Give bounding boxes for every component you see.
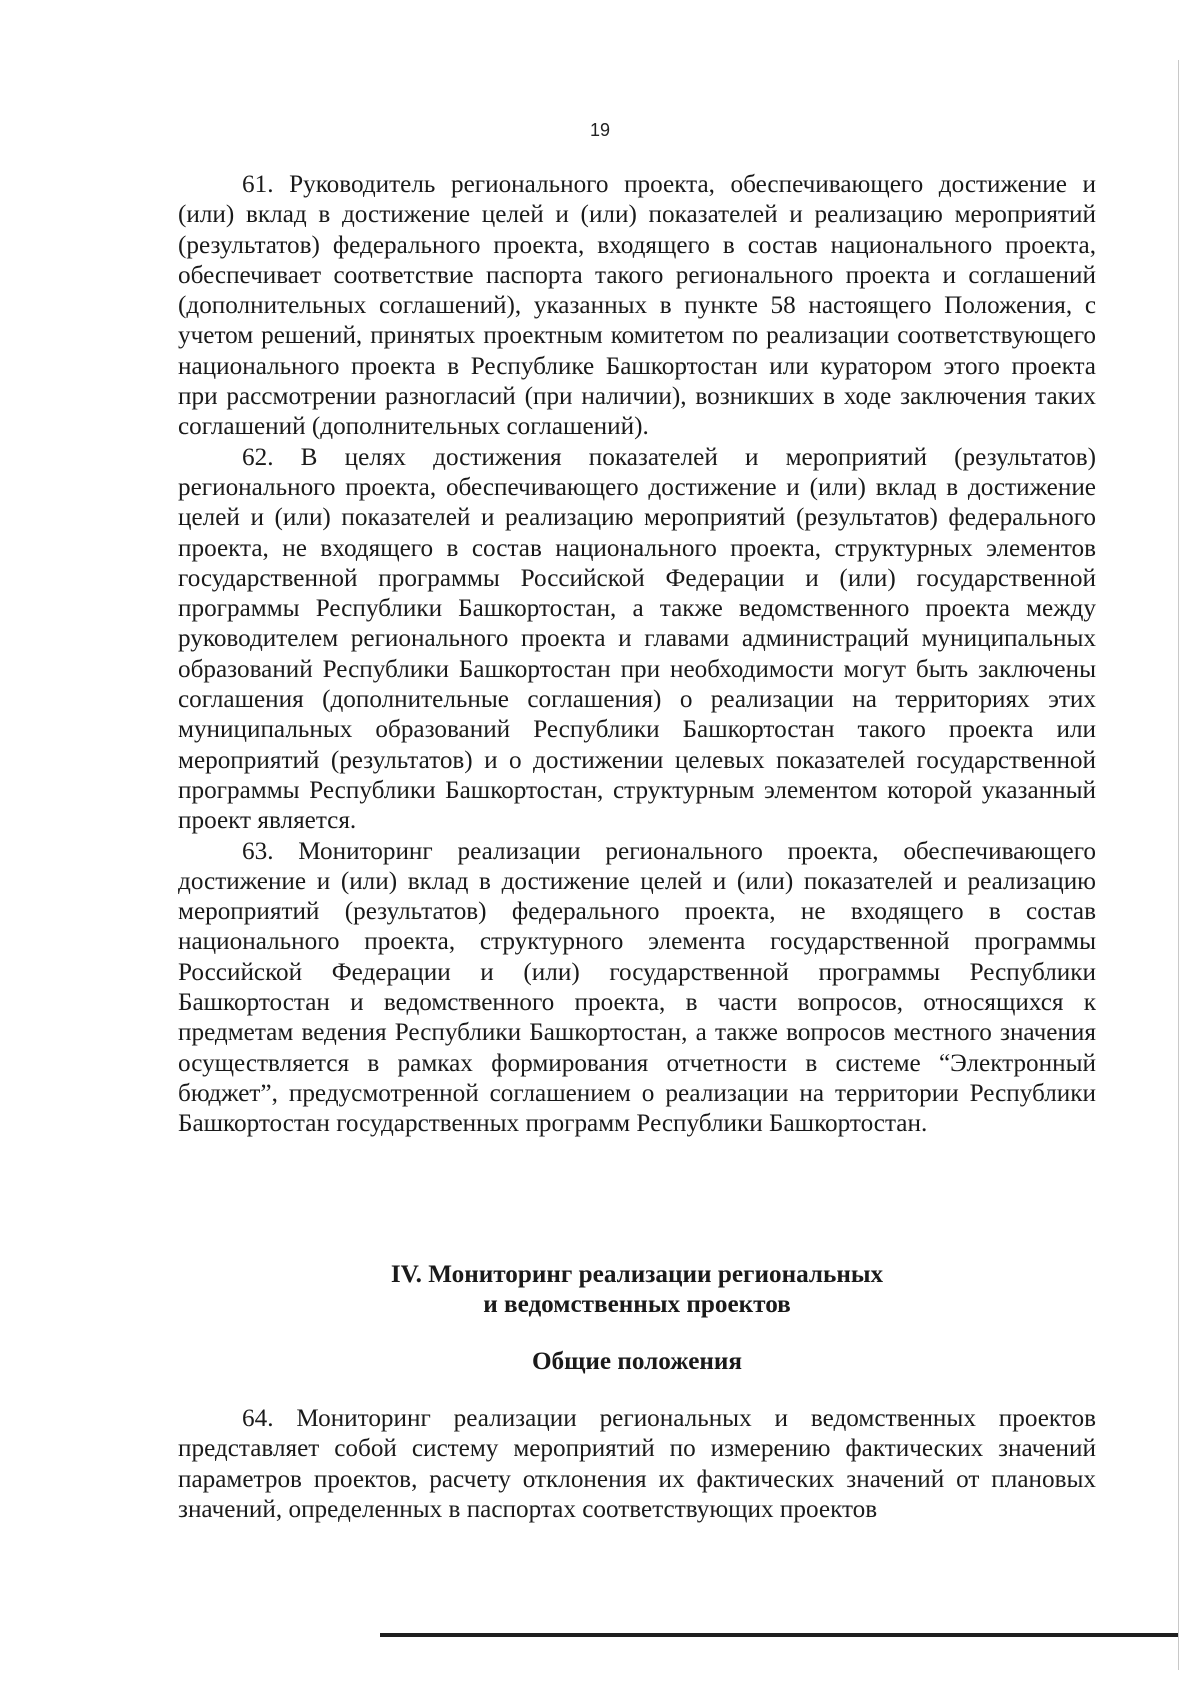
section-heading-line-1: IV. Мониторинг реализации региональных <box>390 1261 884 1288</box>
paragraph-61: 61. Руководитель регионального проекта, обеспечивающего достижение и (или) вклад в достижение целей и (или) показателей и реализацию мероприятий (результатов) федерального проекта, входящего в состав национального проекта, обеспечивает соответствие паспорта такого регионального проекта и соглашений (дополнительных соглашений), указанных в пункте 58 настоящего Положения, с учетом решений, принятых проектным комитетом по реализации соответствующего национального проекта в Республике Башкортостан или куратором этого проекта при рассмотрении разногласий (при наличии), возникших в ходе заключения таких соглашений (дополнительных соглашений). <box>178 171 1096 441</box>
paragraph-63: 63. Мониторинг реализации регионального проекта, обеспечивающего достижение и (или) вклад в достижение целей и (или) показателей и реализацию мероприятий (результатов) федерального проекта, не входящего в состав национального проекта, структурного элемента государственной программы Российской Федерации и (или) государственной программы Республики Башкортостан и ведомственного проекта, в части вопросов, относящихся к предметам ведения Республики Башкортостан, а также вопросов местного значения осуществляется в рамках формирования отчетности в системе “Электронный бюджет”, предусмотренной соглашением о реализации на территории Республики Башкортостан государственных программ Республики Башкортостан. <box>178 837 1096 1138</box>
bottom-rule <box>380 1633 1178 1637</box>
paragraph-62: 62. В целях достижения показателей и мероприятий (результатов) регионального проекта, обеспечивающего достижение и (или) вклад в достижение целей и (или) показателей и реализацию мероприятий (результатов) федерального проекта, не входящего в состав национального проекта, структурных элементов государственной программы Российской Федерации и (или) государственной программы Республики Башкортостан, а также ведомственного проекта между руководителем регионального проекта и главами администраций муниципальных образований Республики Башкортостан при необходимости могут быть заключены соглашения (дополнительные соглашения) о реализации на территориях этих муниципальных образований Республики Башкортостан такого проекта или мероприятий (результатов) и о достижении целевых показателей государственной программы Республики Башкортостан, структурным элементом которой указанный проект является. <box>178 443 1096 835</box>
page-number: 19 <box>589 120 611 140</box>
scan-edge-line <box>1178 60 1179 1670</box>
section-heading <box>178 1260 1096 1320</box>
section-heading-line-2: и ведомственных проектов <box>483 1291 791 1318</box>
body-text-block-2 <box>178 1404 1096 1525</box>
paragraph-64: 64. Мониторинг реализации региональных и ведомственных проектов представляет собой систему мероприятий по измерению фактических значений параметров проектов, расчету отклонения их фактических значений от плановых значений, определенных в паспортах соответствующих проектов <box>178 1405 1096 1523</box>
sub-heading: Общие положения <box>531 1348 743 1375</box>
body-text-block <box>178 170 1096 1140</box>
